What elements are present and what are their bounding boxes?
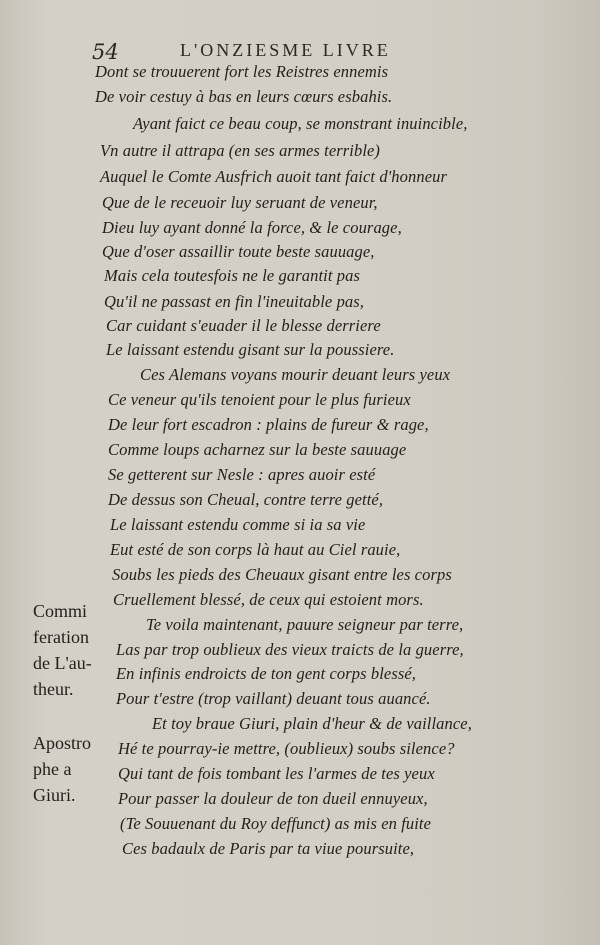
verse-line: De dessus son Cheual, contre terre getté, bbox=[108, 490, 384, 509]
verse-line: Ce veneur qu'ils tenoient pour le plus furieux bbox=[108, 390, 411, 409]
verse-line: Las par trop oublieux des vieux traicts de la guerre, bbox=[116, 640, 464, 659]
verse-line: Cruellement blessé, de ceux qui estoient mors. bbox=[113, 590, 424, 609]
verse-line: Te voila maintenant, pauure seigneur par terre, bbox=[146, 615, 464, 634]
verse-line: Que d'oser assaillir toute beste sauuage, bbox=[102, 242, 375, 261]
margin-note-line: Apostro bbox=[33, 733, 91, 753]
verse-line: Car cuidant s'euader il le blesse derriere bbox=[106, 316, 381, 335]
verse-line: Pour passer la douleur de ton dueil ennuyeux, bbox=[118, 789, 428, 808]
verse-line: De leur fort escadron : plains de fureur & rage, bbox=[108, 415, 429, 434]
verse-line: Ces badaulx de Paris par ta viue poursuite, bbox=[122, 839, 415, 858]
verse-line: Pour t'estre (trop vaillant) deuant tous auancé. bbox=[116, 689, 431, 708]
verse-line: Dieu luy ayant donné la force, & le courage, bbox=[102, 218, 402, 237]
margin-note-line: Commi bbox=[33, 601, 88, 621]
verse-line: Vn autre il attrapa (en ses armes terrible) bbox=[100, 141, 381, 160]
verse-line: (Te Souuenant du Roy deffunct) as mis en fuite bbox=[120, 814, 432, 833]
verse-line: Le laissant estendu comme si ia sa vie bbox=[110, 515, 366, 534]
verse-line: Soubs les pieds des Cheuaux gisant entre les corps bbox=[112, 565, 452, 584]
margin-note-line: theur. bbox=[33, 679, 74, 699]
page-number: 54 bbox=[92, 40, 119, 64]
margin-note-line: de L'au- bbox=[33, 653, 92, 673]
margin-note-commiseration bbox=[33, 598, 113, 702]
verse-line: Qui tant de fois tombant les l'armes de tes yeux bbox=[118, 764, 435, 783]
verse-line: Comme loups acharnez sur la beste sauuage bbox=[108, 440, 407, 459]
verse-line: Ayant faict ce beau coup, se monstrant inuincible, bbox=[133, 114, 468, 133]
margin-note-apostrophe bbox=[33, 730, 113, 808]
verse-line: Le laissant estendu gisant sur la poussiere. bbox=[106, 340, 395, 359]
margin-note-line: Giuri. bbox=[33, 785, 76, 805]
verse-line: Qu'il ne passast en fin l'ineuitable pas, bbox=[104, 292, 365, 311]
verse-line: Dont se trouuerent fort les Reistres ennemis bbox=[95, 62, 389, 81]
verse-line: En infinis endroicts de ton gent corps blessé, bbox=[116, 664, 417, 683]
running-title: L'ONZIESME LIVRE bbox=[180, 40, 391, 60]
verse-line: Et toy braue Giuri, plain d'heur & de vaillance, bbox=[152, 714, 472, 733]
verse-line: Se getterent sur Nesle : apres auoir esté bbox=[108, 465, 376, 484]
margin-note-line: feration bbox=[33, 627, 89, 647]
verse-line: Mais cela toutesfois ne le garantit pas bbox=[104, 266, 360, 285]
verse-line: Auquel le Comte Ausfrich auoit tant faict d'honneur bbox=[100, 167, 447, 186]
margin-note-line: phe a bbox=[33, 759, 72, 779]
verse-line: Que de le receuoir luy seruant de veneur, bbox=[102, 193, 378, 212]
verse-line: Ces Alemans voyans mourir deuant leurs yeux bbox=[140, 365, 451, 384]
verse-line: De voir cestuy à bas en leurs cœurs esbahis. bbox=[95, 87, 393, 106]
page-shadow bbox=[540, 0, 600, 945]
verse-line: Eut esté de son corps là haut au Ciel rauie, bbox=[110, 540, 401, 559]
verse-line: Hé te pourray-ie mettre, (oublieux) soubs silence? bbox=[118, 739, 455, 758]
